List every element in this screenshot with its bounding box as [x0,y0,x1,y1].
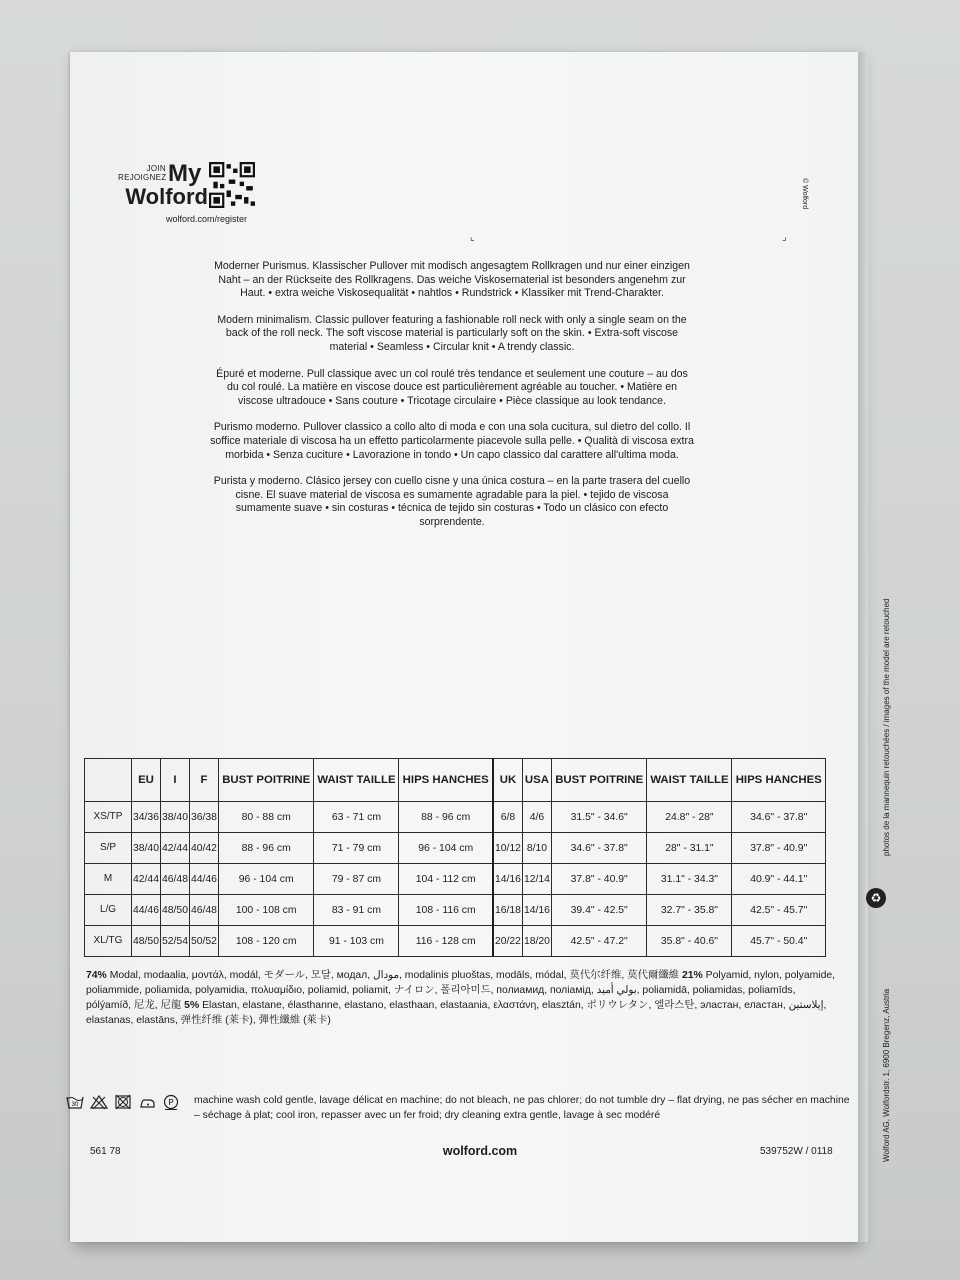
header-cell: WAIST TAILLE [314,759,399,802]
table-row [85,833,826,864]
table-cell: 39.4" - 42.5" [551,895,646,926]
wash-30-icon [66,1094,84,1110]
table-cell: 12/14 [522,864,551,895]
table-cell: 44/46 [189,864,218,895]
table-cell: 42/44 [160,833,189,864]
header-cell: HIPS HANCHES [732,759,826,802]
table-cell: 14/16 [493,864,523,895]
table-cell: 46/48 [189,895,218,926]
description-es: Purista y moderno. Clásico jersey con cuello cisne y una única costura – en la parte trasera del cuello cisne. El suave material de viscosa es sumamente agradable para la piel. • tejido de viscosa sumamente suave • sin costuras • técnica de tejido sin costuras • Todo un clásico con efecto sorprendente. [213,475,691,528]
table-cell: 116 - 128 cm [399,926,493,957]
rejoignez-text: REJOIGNEZ [118,173,167,182]
table-cell: 71 - 79 cm [314,833,399,864]
company-address: Wolford AG, Wolfordstr. 1, 6900 Bregenz, Austria [882,988,891,1162]
modal-text: Modal, modaalia, μοντάλ, modál, モダール, 모달, модал, مودال, modalinis pluoštas, modāls, módal, 莫代尔纤维, 莫代爾纖維 [109,970,680,981]
polyamid-text: Polyamid, nylon, polyamide, poliammide, poliamida, polyamidia, πολυαμίδιο, poliamid, poliamit, ナイロン, 폴리아미드, полиамид, поліамід, بولي أميد, poliamidā, poliamidas, poliamīds, pólýamíð, 尼龙, 尼龍 [86,970,836,1011]
table-cell: 50/52 [189,926,218,957]
header-cell: BUST POITRINE [218,759,313,802]
table-cell: 42/44 [132,864,161,895]
table-cell: 40.9" - 44.1" [732,864,826,895]
header-cell [85,759,132,802]
table-cell: 44/46 [132,895,161,926]
header-cell: UK [493,759,523,802]
description-fr: Épuré et moderne. Pull classique avec un col roulé très tendance et seulement une couture – au dos du col roulé. La matière en viscose douce est particulièrement agréable au toucher. • Matière en viscose ultradouce • Sans couture • Tricotage circulaire • Pièce classique au look tendance. [216,367,688,407]
table-cell: 37.8" - 40.9" [551,864,646,895]
product-box [70,52,858,1242]
header-cell: F [189,759,218,802]
join-label [118,164,166,182]
table-cell: 24.8" - 28" [647,802,732,833]
size-label-cell: L/G [85,895,132,926]
table-cell: 42.5" - 45.7" [732,895,826,926]
fold-mark-right: ⌟ [782,232,787,243]
table-cell: 45.7" - 50.4" [732,926,826,957]
table-cell: 34/36 [132,802,161,833]
material-composition [86,968,842,1028]
table-row [85,895,826,926]
table-cell: 88 - 96 cm [399,802,493,833]
table-cell: 37.8" - 40.9" [732,833,826,864]
table-cell: 46/48 [160,864,189,895]
table-cell: 63 - 71 cm [314,802,399,833]
box-side-edge [858,52,868,1242]
table-row [85,926,826,957]
elastan-percent: 5% [184,1000,200,1011]
modal-percent: 74% [86,970,107,981]
table-cell: 96 - 104 cm [218,864,313,895]
header-cell: WAIST TAILLE [647,759,732,802]
table-cell: 40/42 [189,833,218,864]
table-cell: 34.6" - 37.8" [551,833,646,864]
table-cell: 34.6" - 37.8" [732,802,826,833]
description-de: Moderner Purismus. Klassischer Pullover mit modisch angesagtem Rollkragen und nur einer einzigen Naht – an der Rückseite des Rollkragens. Das weiche Viskosematerial ist besonders angenehm zur Haut. • extra weiche Viskosequalität • nahtlos • Rundstrick • Klassiker mit Trend-Charakter. [214,260,690,300]
table-cell: 20/22 [493,926,523,957]
table-cell: 14/16 [522,895,551,926]
table-cell: 28" - 31.1" [647,833,732,864]
table-cell: 80 - 88 cm [218,802,313,833]
header-cell: HIPS HANCHES [399,759,493,802]
product-description [210,260,694,543]
table-cell: 6/8 [493,802,523,833]
table-row [85,864,826,895]
table-cell: 79 - 87 cm [314,864,399,895]
description-it: Purismo moderno. Pullover classico a collo alto di moda e con una sola cucitura, sul dietro del collo. Il soffice materiale di viscosa ha un effetto particolarmente piacevole sulla pelle. • Qualità di viscosa extra morbida • Senza cuciture • Lavorazione in tondo • Un capo classico dal carattere all'ultima moda. [210,421,694,461]
retouch-notice: photos de la mannequin retouchées / images of the model are retouched [882,598,891,856]
table-cell: 31.5" - 34.6" [551,802,646,833]
no-tumble-dry-icon [114,1094,132,1110]
elastan-text: Elastan, elastane, élasthanne, elastano, elasthaan, elastaania, ελαστάνη, elasztán, ポリウレタン, 엘라스탄, эластан, еластан, إيلاستين, elastanas, elastāns, 弹性纤维 (莱卡), 彈性纖維 (萊卡) [86,1000,827,1026]
header-cell: USA [522,759,551,802]
table-cell: 100 - 108 cm [218,895,313,926]
table-cell: 88 - 96 cm [218,833,313,864]
article-code: 561 78 [90,1146,121,1157]
table-cell: 8/10 [522,833,551,864]
qr-code-icon [209,162,255,208]
care-icons [66,1094,180,1110]
table-cell: 42.5" - 47.2" [551,926,646,957]
header-cell: EU [132,759,161,802]
dry-clean-icon [162,1094,180,1110]
website-url: wolford.com [442,1144,518,1158]
size-table [84,758,826,957]
table-cell: 48/50 [160,895,189,926]
table-cell: 104 - 112 cm [399,864,493,895]
table-row [85,802,826,833]
no-bleach-icon [90,1094,108,1110]
header-cell: I [160,759,189,802]
table-cell: 10/12 [493,833,523,864]
table-cell: 4/6 [522,802,551,833]
size-label-cell: M [85,864,132,895]
svg-text:30: 30 [71,1102,79,1108]
size-label-cell: XL/TG [85,926,132,957]
table-cell: 18/20 [522,926,551,957]
size-label-cell: XS/TP [85,802,132,833]
brand-text: Wolford [125,184,208,209]
table-cell: 32.7" - 35.8" [647,895,732,926]
polyamid-percent: 21% [681,970,703,981]
fold-mark-left: ⌞ [470,232,475,243]
table-cell: 108 - 116 cm [399,895,493,926]
recycle-icon: ♻ [866,888,886,908]
table-cell: 36/38 [189,802,218,833]
size-table-header-row [85,759,826,802]
product-code: 539752W / 0118 [760,1146,833,1157]
header-cell: BUST POITRINE [551,759,646,802]
size-label-cell: S/P [85,833,132,864]
care-instructions: machine wash cold gentle, lavage délicat en machine; do not bleach, ne pas chlorer; do not tumble dry – flat drying, ne pas sécher en machine – séchage à plat; cool iron, repasser avec un fer froid; dry cleaning extra gentle, lavage à sec modéré [194,1095,850,1121]
table-cell: 83 - 91 cm [314,895,399,926]
table-cell: 108 - 120 cm [218,926,313,957]
table-cell: 38/40 [160,802,189,833]
table-cell: 31.1" - 34.3" [647,864,732,895]
table-cell: 38/40 [132,833,161,864]
description-en: Modern minimalism. Classic pullover featuring a fashionable roll neck with only a single seam on the back of the roll neck. The soft viscose material is particularly soft on the skin. • Extra-soft viscose material • Seamless • Circular knit • A trendy classic. [217,313,687,353]
table-cell: 35.8" - 40.6" [647,926,732,957]
table-cell: 52/54 [160,926,189,957]
table-cell: 48/50 [132,926,161,957]
join-text: JOIN [146,164,166,173]
svg-text:P: P [168,1098,174,1107]
table-cell: 96 - 104 cm [399,833,493,864]
my-text: My [168,160,202,187]
register-url: wolford.com/register [166,214,248,224]
my-wolford-logo [118,160,278,230]
iron-icon [138,1094,156,1110]
table-cell: 16/18 [493,895,523,926]
copyright-text: © Wolford [801,178,808,210]
table-cell: 91 - 103 cm [314,926,399,957]
